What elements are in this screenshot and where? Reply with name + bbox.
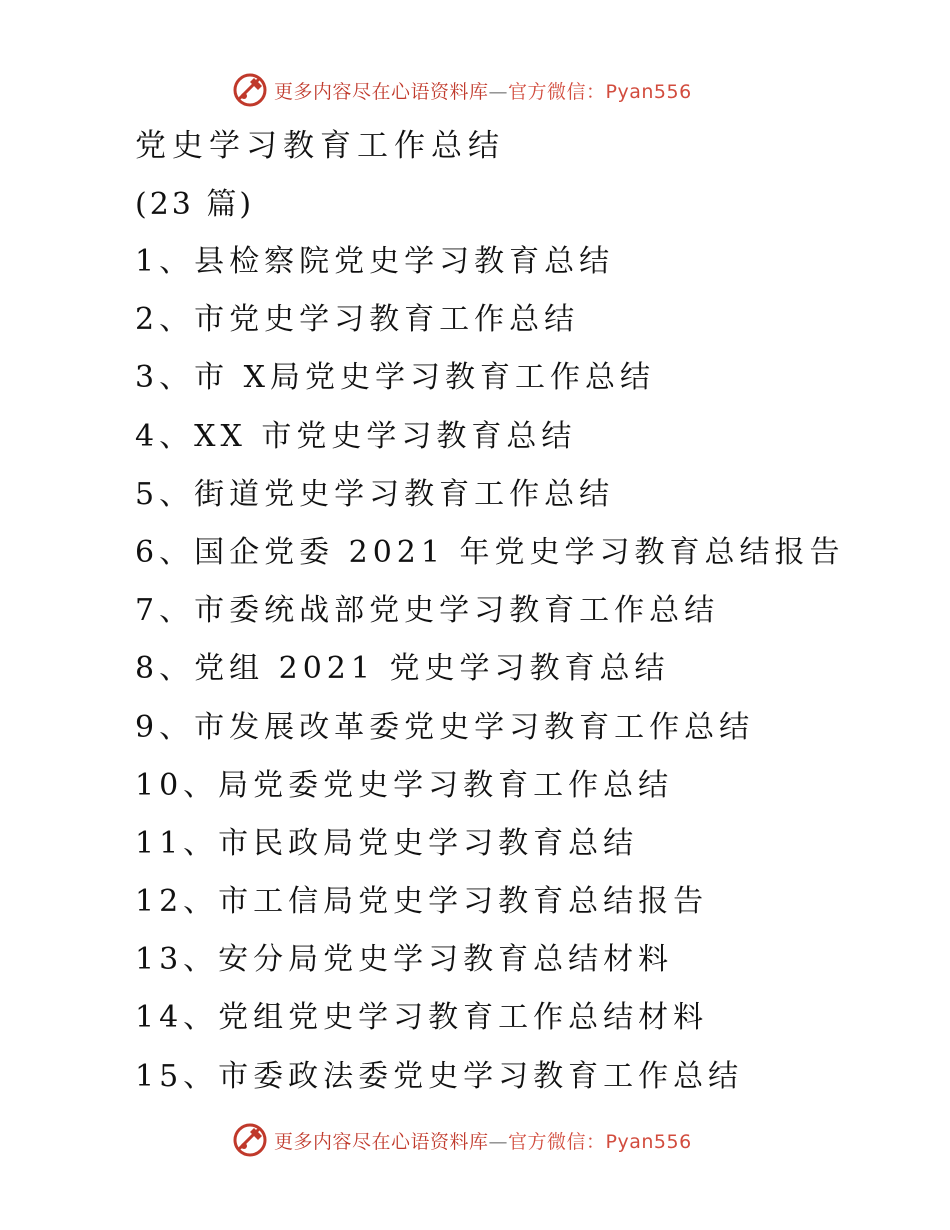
watermark-dash: — <box>488 80 509 103</box>
toc-item-7: 7、市委统战部党史学习教育工作总结 <box>135 593 720 629</box>
watermark-text <box>274 77 692 104</box>
toc-item-2: 2、市党史学习教育工作总结 <box>135 302 580 338</box>
watermark-text <box>274 1127 692 1154</box>
toc-item-9: 9、市发展改革委党史学习教育工作总结 <box>135 709 755 745</box>
watermark-main-text: 更多内容尽在心语资料库 <box>274 80 489 103</box>
toc-item-6: 6、国企党委 2021 年党史学习教育总结报告 <box>135 534 845 570</box>
header-watermark <box>232 70 752 110</box>
toc-item-4: 4、XX 市党史学习教育总结 <box>135 418 577 454</box>
toc-item-3: 3、市 X局党史学习教育工作总结 <box>135 360 655 396</box>
watermark-logo-icon <box>232 72 268 108</box>
watermark-dash: — <box>488 1130 509 1153</box>
toc-item-5: 5、街道党史学习教育工作总结 <box>135 476 615 512</box>
table-of-contents <box>135 240 845 1113</box>
document-title: 党史学习教育工作总结 <box>135 128 505 164</box>
watermark-contact: 官方微信：Pyan556 <box>508 80 692 103</box>
watermark-contact: 官方微信：Pyan556 <box>508 1130 692 1153</box>
watermark-main-text: 更多内容尽在心语资料库 <box>274 1130 489 1153</box>
toc-item-15: 15、市委政法委党史学习教育工作总结 <box>135 1058 744 1094</box>
document-subtitle: (23 篇) <box>135 187 255 222</box>
toc-item-10: 10、局党委党史学习教育工作总结 <box>135 767 674 803</box>
watermark-logo-icon <box>232 1122 268 1158</box>
toc-item-1: 1、县检察院党史学习教育总结 <box>135 244 615 279</box>
toc-item-13: 13、安分局党史学习教育总结材料 <box>135 942 674 978</box>
toc-item-14: 14、党组党史学习教育工作总结材料 <box>135 1000 709 1036</box>
toc-item-8: 8、党组 2021 党史学习教育总结 <box>135 651 670 687</box>
toc-item-11: 11、市民政局党史学习教育总结 <box>135 825 639 861</box>
toc-item-12: 12、市工信局党史学习教育总结报告 <box>135 884 709 920</box>
footer-watermark <box>232 1120 752 1160</box>
